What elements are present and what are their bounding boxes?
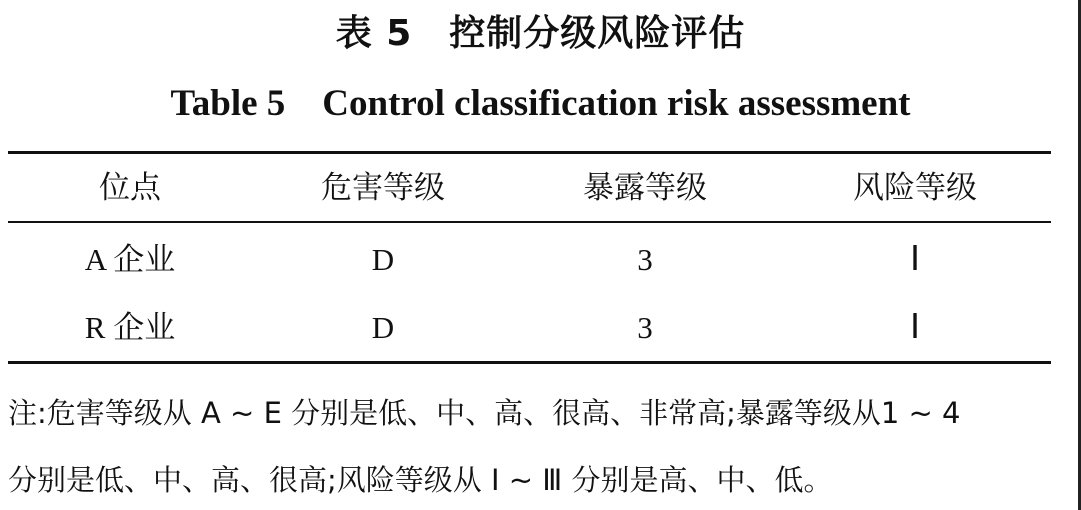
column-header-hazard-level: 危害等级	[321, 170, 445, 206]
table-title-chinese: 表 5 控制分级风险评估	[335, 13, 746, 54]
table-bottom-rule	[8, 361, 1051, 364]
row-risk-cell: Ⅰ	[909, 309, 921, 346]
table-note-line-1: 注:危害等级从 A ~ E 分别是低、中、高、很高、非常高;暴露等级从1 ~ 4	[8, 396, 961, 430]
row-hazard-cell: D	[371, 310, 395, 345]
row-hazard-cell: D	[371, 242, 395, 277]
table-title-english: Table 5 Control classification risk assessment	[170, 83, 911, 124]
table-note-line-2: 分别是低、中、高、很高;风险等级从 Ⅰ ~ Ⅲ 分别是高、中、低。	[8, 463, 833, 497]
column-header-site: 位点	[99, 170, 161, 206]
table-top-rule	[8, 151, 1051, 154]
row-exposure-cell: 3	[637, 242, 653, 277]
row-site-cell: R 企业	[84, 310, 176, 345]
row-site-cell: A 企业	[84, 242, 176, 277]
row-risk-cell: Ⅰ	[909, 241, 921, 278]
table-header-rule	[8, 221, 1051, 223]
row-exposure-cell: 3	[637, 310, 653, 345]
column-header-risk-level: 风险等级	[853, 170, 977, 206]
column-header-exposure-level: 暴露等级	[583, 170, 707, 206]
